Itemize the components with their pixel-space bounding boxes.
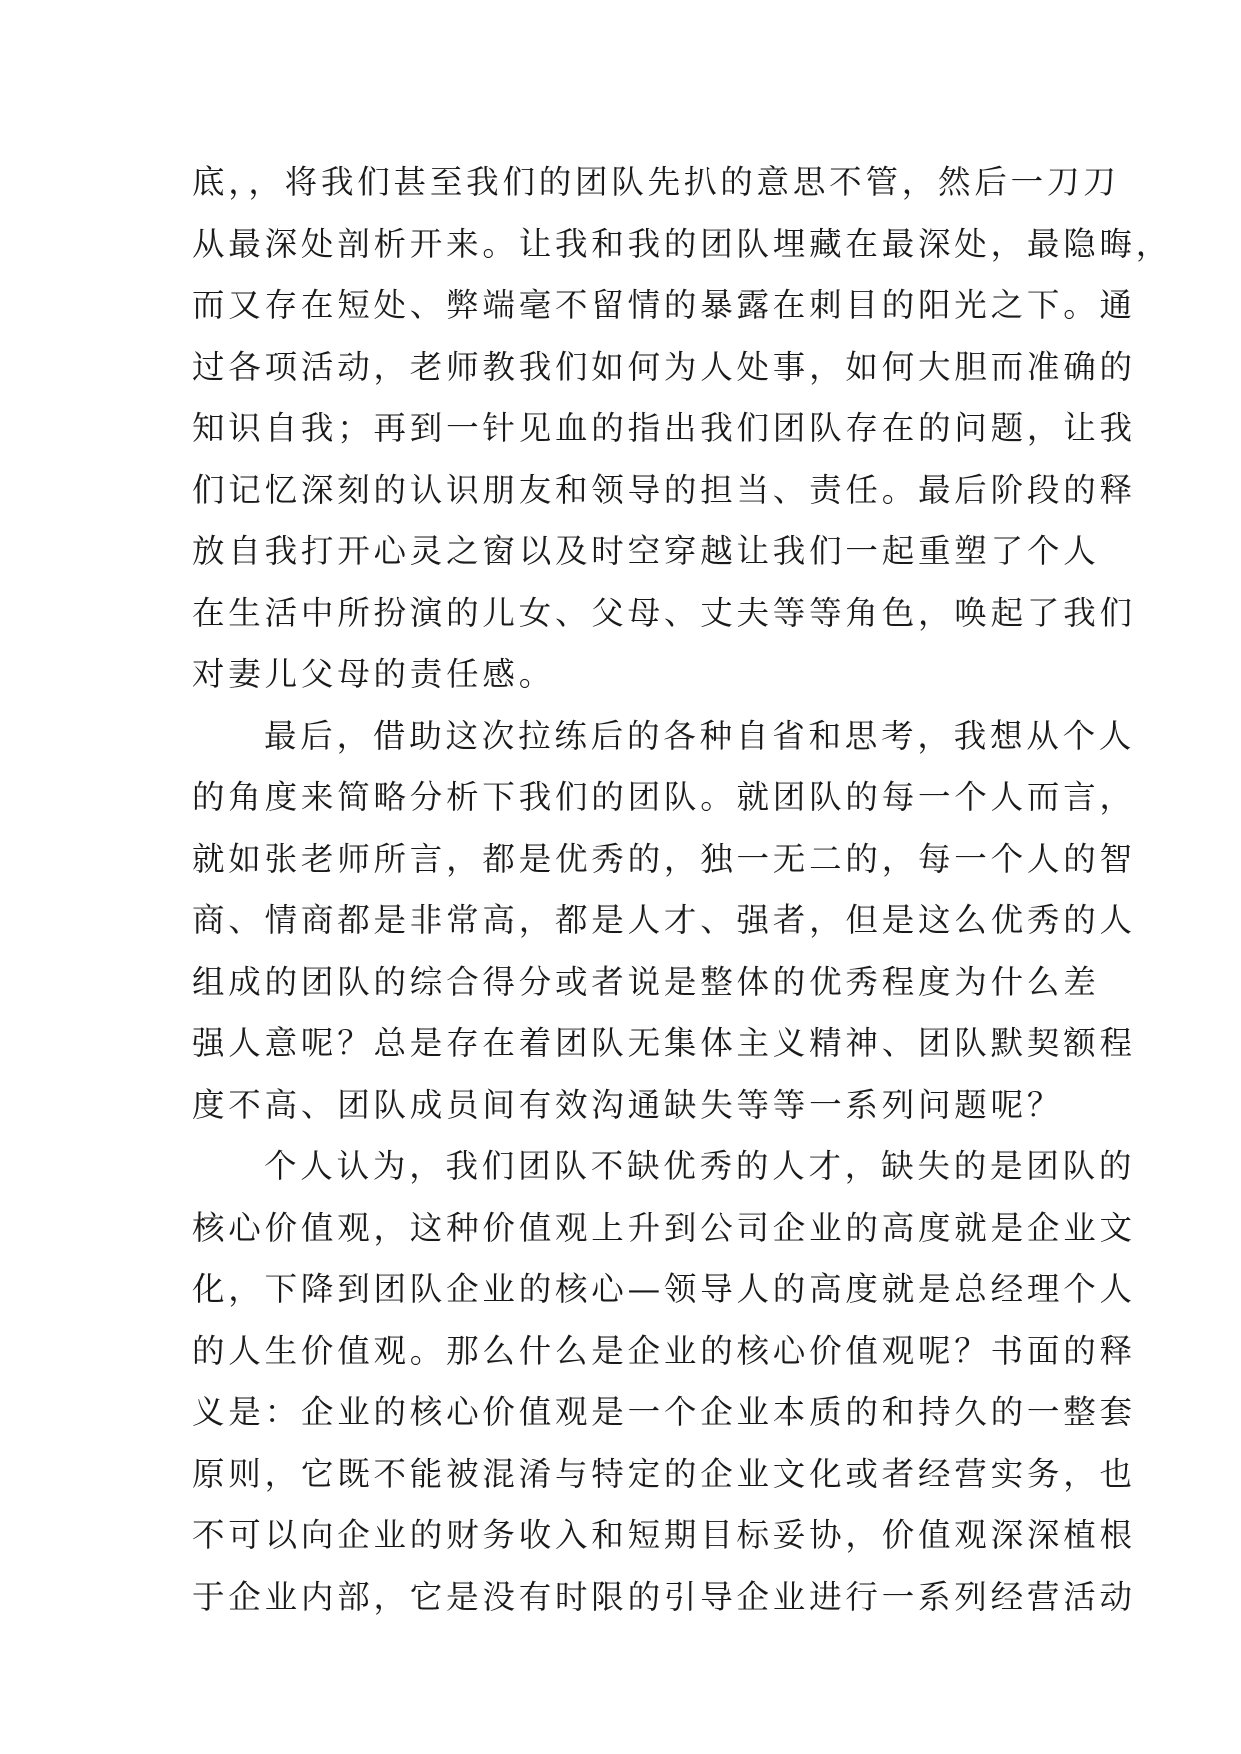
text-line: 从最深处剖析开来。让我和我的团队埋藏在最深处，最隐晦， [192,224,1173,263]
text-line: 核心价值观，这种价值观上升到公司企业的高度就是企业文 [192,1208,1136,1247]
text-line: 个人认为，我们团队不缺优秀的人才，缺失的是团队的 [264,1147,1136,1185]
text-line: 强人意呢？总是存在着团队无集体主义精神、团队默契额程 [192,1024,1136,1062]
text-line: 知识自我；再到一针见血的指出我们团队存在的问题，让我 [192,409,1136,447]
document-body [192,152,1173,1628]
text-line: 最后，借助这次拉练后的各种自省和思考，我想从个人 [264,716,1136,755]
text-line: 在生活中所扮演的儿女、父母、丈夫等等角色，唤起了我们 [192,593,1136,632]
text-line: 而又存在短处、弊端毫不留情的暴露在刺目的阳光之下。通 [192,286,1136,324]
text-line: 不可以向企业的财务收入和短期目标妥协，价值观深深植根 [192,1516,1136,1554]
text-line: 的角度来简略分析下我们的团队。就团队的每一个人而言， [192,778,1136,816]
paragraph-1 [192,152,1173,706]
paragraph-2 [192,706,1136,1137]
text-line: 化，下降到团队企业的核心—领导人的高度就是总经理个人 [192,1270,1136,1308]
paragraph-3 [192,1136,1136,1628]
text-line: 对妻儿父母的责任感。 [192,655,556,693]
text-line: 们记忆深刻的认识朋友和领导的担当、责任。最后阶段的释 [192,470,1136,509]
text-line: 放自我打开心灵之窗以及时空穿越让我们一起重塑了个人 [192,532,1100,570]
text-line: 度不高、团队成员间有效沟通缺失等等一系列问题呢？ [192,1085,1064,1124]
text-line: 义是：企业的核心价值观是一个企业本质的和持久的一整套 [192,1393,1136,1431]
text-line: 底，，将我们甚至我们的团队先扒的意思不管，然后一刀刀 [192,163,1120,201]
text-line: 过各项活动，老师教我们如何为人处事，如何大胆而准确的 [192,347,1136,386]
text-line: 商、情商都是非常高，都是人才、强者，但是这么优秀的人 [192,901,1136,939]
text-line: 的人生价值观。那么什么是企业的核心价值观呢？书面的释 [192,1331,1136,1370]
text-line: 于企业内部，它是没有时限的引导企业进行一系列经营活动 [192,1577,1136,1616]
text-line: 原则，它既不能被混淆与特定的企业文化或者经营实务，也 [192,1454,1136,1493]
text-line: 就如张老师所言，都是优秀的，独一无二的，每一个人的智 [192,839,1136,878]
text-line: 组成的团队的综合得分或者说是整体的优秀程度为什么差 [192,962,1100,1001]
